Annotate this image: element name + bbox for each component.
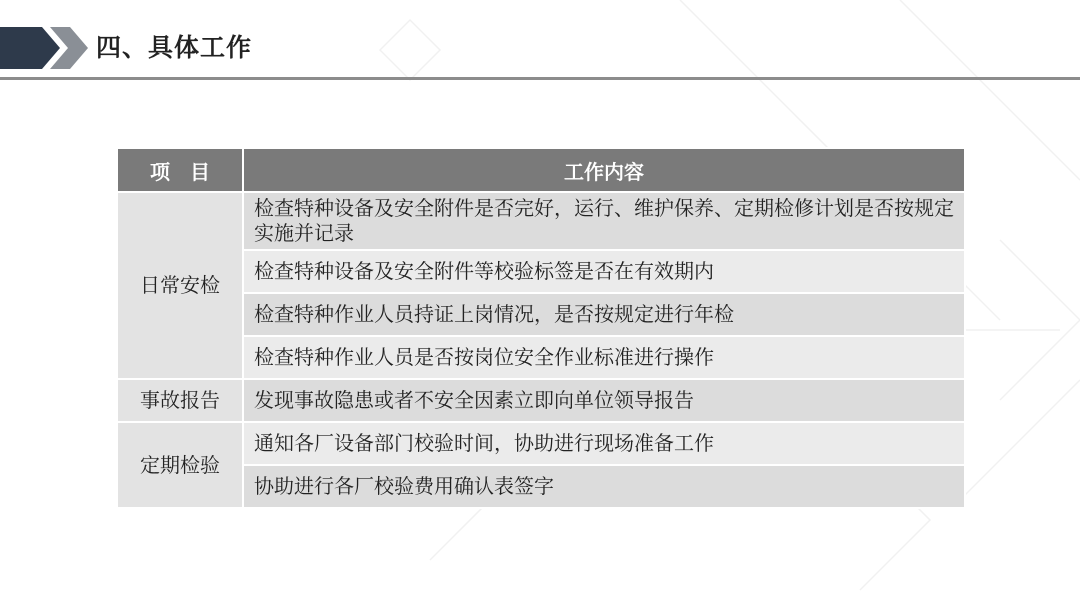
table-row (117, 379, 965, 422)
table-row (117, 250, 965, 293)
table-cell: 检查特种设备及安全附件等校验标签是否在有效期内 (243, 250, 965, 293)
table-row (117, 422, 965, 465)
table-row (117, 293, 965, 336)
table-cell: 协助进行各厂校验费用确认表签字 (243, 465, 965, 508)
table-row (117, 336, 965, 379)
category-accident-report: 事故报告 (117, 379, 243, 422)
table-row (117, 192, 965, 250)
table-row (117, 465, 965, 508)
table-cell: 检查特种设备及安全附件是否完好，运行、维护保养、定期检修计划是否按规定实施并记录 (243, 192, 965, 250)
header-divider (0, 77, 1080, 80)
chevron-arrows-icon (0, 27, 95, 69)
category-daily-inspection: 日常安检 (117, 192, 243, 379)
table-cell: 检查特种作业人员是否按岗位安全作业标准进行操作 (243, 336, 965, 379)
table-cell: 通知各厂设备部门校验时间，协助进行现场准备工作 (243, 422, 965, 465)
table-cell: 发现事故隐患或者不安全因素立即向单位领导报告 (243, 379, 965, 422)
category-periodic-inspection: 定期检验 (117, 422, 243, 508)
page-title: 四、具体工作 (96, 33, 253, 62)
table-header-row (117, 148, 965, 192)
work-table (116, 147, 966, 509)
slide-header (0, 0, 1080, 80)
header-project: 项 目 (117, 148, 243, 192)
table-cell: 检查特种作业人员持证上岗情况，是否按规定进行年检 (243, 293, 965, 336)
header-content: 工作内容 (243, 148, 965, 192)
